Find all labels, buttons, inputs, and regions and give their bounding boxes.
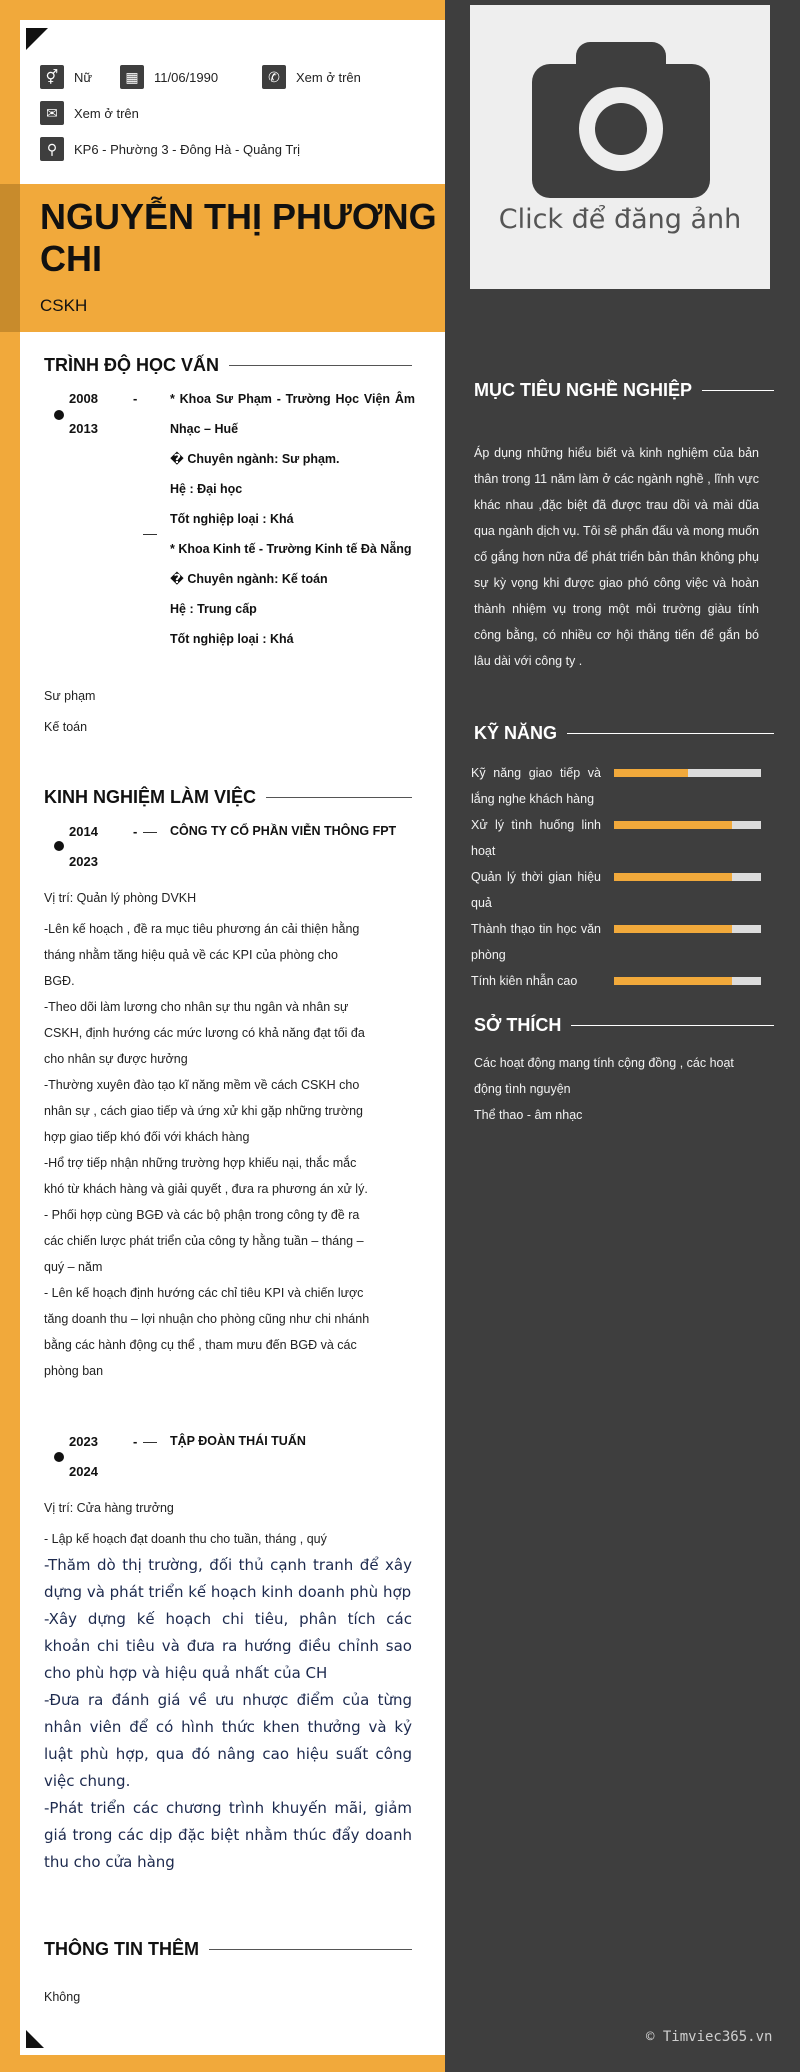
skills-heading xyxy=(474,723,774,744)
skill-bar-fill xyxy=(614,873,732,881)
duty-paragraph: -Xây dựng kế hoạch chi tiêu, phân tích các khoản chi tiêu và đưa ra hướng điều chỉnh sao cho phù hợp và hiệu quả nhất của CH xyxy=(44,1610,412,1682)
edu-line[interactable]: Tốt nghiệp loại : Khá xyxy=(170,512,294,526)
duty-line: -Theo dõi làm lương cho nhân sự thu ngân và nhân sự xyxy=(44,1000,349,1014)
contact-address[interactable] xyxy=(40,137,300,161)
edu-extra[interactable]: Sư phạm xyxy=(44,689,96,703)
address-value[interactable]: KP6 - Phường 3 - Đông Hà - Quảng Trị xyxy=(74,141,301,157)
edu-line[interactable]: � Chuyên ngành: Kế toán xyxy=(170,572,328,586)
skill-label: Thành thạo tin học văn phòng xyxy=(471,922,601,962)
job-first-duty[interactable]: - Lập kế hoạch đạt doanh thu cho tuần, tháng , quý xyxy=(44,1532,327,1546)
photo-upload-label[interactable]: Click để đăng ảnh xyxy=(498,204,742,235)
job-year-from[interactable]: 2014 xyxy=(69,824,98,839)
duty-line: tăng doanh thu – lợi nhuận cho phòng cũng như chi nhánh xyxy=(44,1312,370,1326)
edu-divider xyxy=(143,534,157,535)
duty-line: -Thường xuyên đào tạo kĩ năng mềm về cách CSKH cho xyxy=(44,1078,360,1092)
skill-bar-fill xyxy=(614,769,688,777)
edu-year-to[interactable]: 2013 xyxy=(69,421,98,436)
hobby-line: Thể thao - âm nhạc xyxy=(474,1108,583,1122)
objective-heading-text: MỤC TIÊU NGHỀ NGHIỆP xyxy=(474,380,693,400)
hobby-line: Các hoạt động mang tính cộng đồng , các hoạt động tình nguyện xyxy=(474,1056,734,1096)
job-dash: - xyxy=(133,824,138,839)
contact-gender[interactable] xyxy=(40,65,92,89)
job-duties[interactable] xyxy=(44,1552,412,1876)
email-icon: ✉ xyxy=(40,101,64,125)
contact-dob[interactable] xyxy=(120,65,218,89)
edu-line[interactable]: Tốt nghiệp loại : Khá xyxy=(170,632,294,646)
edu-dash: - xyxy=(133,391,138,406)
hobbies-text[interactable] xyxy=(474,1050,759,1128)
corner-triangle-bottom xyxy=(26,2030,44,2048)
edu-line[interactable]: Hệ : Đại học xyxy=(170,482,243,496)
duty-line: quý – năm xyxy=(44,1260,103,1274)
full-name[interactable]: NGUYỄN THỊ PHƯƠNG CHI xyxy=(40,196,437,279)
job-dash: - xyxy=(133,1434,138,1449)
corner-triangle-top xyxy=(26,28,48,50)
duty-line: BGĐ. xyxy=(44,974,75,988)
edu-line[interactable]: Nhạc – Huế xyxy=(170,422,239,436)
job-year-to[interactable]: 2023 xyxy=(69,854,98,869)
duty-line: -Lên kế hoạch , đề ra mục tiêu phương án cải thiện hằng xyxy=(44,922,360,936)
skill-label: Quản lý thời gian hiệu quả xyxy=(471,870,601,910)
skill-bar-fill xyxy=(614,977,732,985)
edu-extra[interactable]: Kế toán xyxy=(44,720,88,734)
duty-line: - Phối hợp cùng BGĐ và các bộ phận trong công ty đề ra xyxy=(44,1208,360,1222)
duty-line: bằng các hành động cụ thể , tham mưu đến BGĐ và các xyxy=(44,1338,357,1352)
additional-text[interactable]: Không xyxy=(44,1990,81,2004)
duty-line: - Lên kế hoạch định hướng các chỉ tiêu KPI và chiến lược xyxy=(44,1286,364,1300)
gender-value[interactable]: Nữ xyxy=(74,69,93,85)
edu-line[interactable]: * Khoa Sư Phạm - Trường Học Viện Âm xyxy=(170,392,415,406)
accent-band-top xyxy=(0,0,445,20)
duty-line: cho nhân sự được hưởng xyxy=(44,1052,188,1066)
name-band-edge xyxy=(0,184,20,332)
email-value[interactable]: Xem ở trên xyxy=(74,105,139,121)
contact-email[interactable] xyxy=(40,101,139,125)
timeline-dot xyxy=(54,841,64,851)
skill-label: Kỹ năng giao tiếp và lắng nghe khách hàng xyxy=(471,766,601,806)
additional-heading-text: THÔNG TIN THÊM xyxy=(44,1939,199,1959)
skill-label: Xử lý tình huống linh hoạt xyxy=(471,818,601,858)
duty-line: CSKH, định hướng các mức lương có khả năng đạt tối đa xyxy=(44,1026,365,1040)
location-icon: ⚲ xyxy=(40,137,64,161)
edu-line[interactable]: � Chuyên ngành: Sư phạm. xyxy=(170,452,340,466)
duty-line: khó từ khách hàng và giải quyết , đưa ra phương án xử lý. xyxy=(44,1182,368,1196)
duty-paragraph: -Đưa ra đánh giá về ưu nhược điểm của từng nhân viên để có hình thức khen thưởng và kỷ luật phù hợp, qua đó nâng cao hiệu suất công việc chung. xyxy=(44,1691,412,1790)
calendar-icon: ▦ xyxy=(120,65,144,89)
experience-heading-text: KINH NGHIỆM LÀM VIỆC xyxy=(44,787,257,807)
phone-value[interactable]: Xem ở trên xyxy=(296,69,361,85)
duty-line: tháng nhằm tăng hiệu quả về các KPI của phòng cho xyxy=(44,948,338,962)
duty-line: hợp giao tiếp khó đối với khách hàng xyxy=(44,1130,250,1144)
job-year-to[interactable]: 2024 xyxy=(69,1464,98,1479)
timeline-dot xyxy=(54,410,64,420)
job-divider xyxy=(143,832,157,833)
objective-heading xyxy=(474,380,774,401)
education-heading-text: TRÌNH ĐỘ HỌC VẤN xyxy=(44,355,219,375)
job-divider xyxy=(143,1442,157,1443)
contact-phone[interactable] xyxy=(262,65,361,89)
edu-year-from[interactable]: 2008 xyxy=(69,391,98,406)
duty-line: nhân sự , cách giao tiếp và ứng xử khi gặp những trường xyxy=(44,1104,363,1118)
skill-bar-fill xyxy=(614,925,732,933)
watermark: © Timviec365.vn xyxy=(646,2029,773,2045)
dob-value[interactable]: 11/06/1990 xyxy=(154,69,219,85)
gender-icon: ⚥ xyxy=(40,65,64,89)
skill-bar-fill xyxy=(614,821,732,829)
sidebar xyxy=(445,0,800,2072)
skill-bar xyxy=(614,925,761,933)
skill-bar xyxy=(614,873,761,881)
job-year-from[interactable]: 2023 xyxy=(69,1434,98,1449)
hobbies-heading xyxy=(474,1015,774,1036)
edu-line[interactable]: * Khoa Kinh tế - Trường Kinh tế Đà Nẵng xyxy=(170,542,412,556)
duty-paragraph: -Thăm dò thị trường, đối thủ cạnh tranh để xây dựng và phát triển kế hoạch kinh doanh phù hợp xyxy=(44,1556,412,1601)
accent-band-bottom xyxy=(0,2055,445,2072)
timeline-dot xyxy=(54,1452,64,1462)
skill-bar xyxy=(614,977,761,985)
skill-label: Tính kiên nhẫn cao xyxy=(471,974,578,988)
duty-line: -Hổ trợ tiếp nhận những trường hợp khiếu nại, thắc mắc xyxy=(44,1156,357,1170)
education-heading xyxy=(44,355,412,376)
objective-text[interactable]: Áp dụng những hiểu biết và kinh nghiệm của bản thân trong 11 năm làm ở các ngành nghề , lĩnh vực khác nhau ,đặc biệt đã được trau dồi và mài dũa qua ngành dịch vụ. Tôi sẽ phấn đấu và mong muốn cố gắng hơn nữa để phát triển bản thân không phụ sự kỳ vọng khi được giao phó công việc và hoàn thành nhiệm vụ trong một môi trường giàu tính công bằng, có nhiều cơ hội thăng tiến để gắn bó lâu dài với công ty . xyxy=(474,446,759,668)
job-title[interactable]: CSKH xyxy=(40,296,88,315)
hobbies-heading-text: SỞ THÍCH xyxy=(474,1015,562,1035)
experience-heading xyxy=(44,787,412,808)
job-duties[interactable] xyxy=(44,916,384,1384)
duty-line: các chiến lược phát triển của công ty hằng tuần – tháng – xyxy=(44,1234,364,1248)
additional-heading xyxy=(44,1939,412,1960)
duty-paragraph: -Phát triển các chương trình khuyến mãi, giảm giá trong các dịp đặc biệt nhằm thúc đẩy doanh thu cho cửa hàng xyxy=(44,1799,412,1871)
company-name[interactable]: CÔNG TY CỔ PHẦN VIỄN THÔNG FPT xyxy=(170,824,397,838)
company-name[interactable]: TẬP ĐOÀN THÁI TUẤN xyxy=(170,1434,306,1448)
job-position[interactable]: Vị trí: Quản lý phòng DVKH xyxy=(44,891,197,905)
phone-icon: ✆ xyxy=(262,65,286,89)
edu-line[interactable]: Hệ : Trung cấp xyxy=(170,602,257,616)
job-position[interactable]: Vị trí: Cửa hàng trưởng xyxy=(44,1501,174,1515)
skills-heading-text: KỸ NĂNG xyxy=(474,723,558,743)
camera-icon[interactable] xyxy=(532,42,710,198)
skill-bar xyxy=(614,769,761,777)
skill-bar xyxy=(614,821,761,829)
duty-line: phòng ban xyxy=(44,1364,104,1378)
